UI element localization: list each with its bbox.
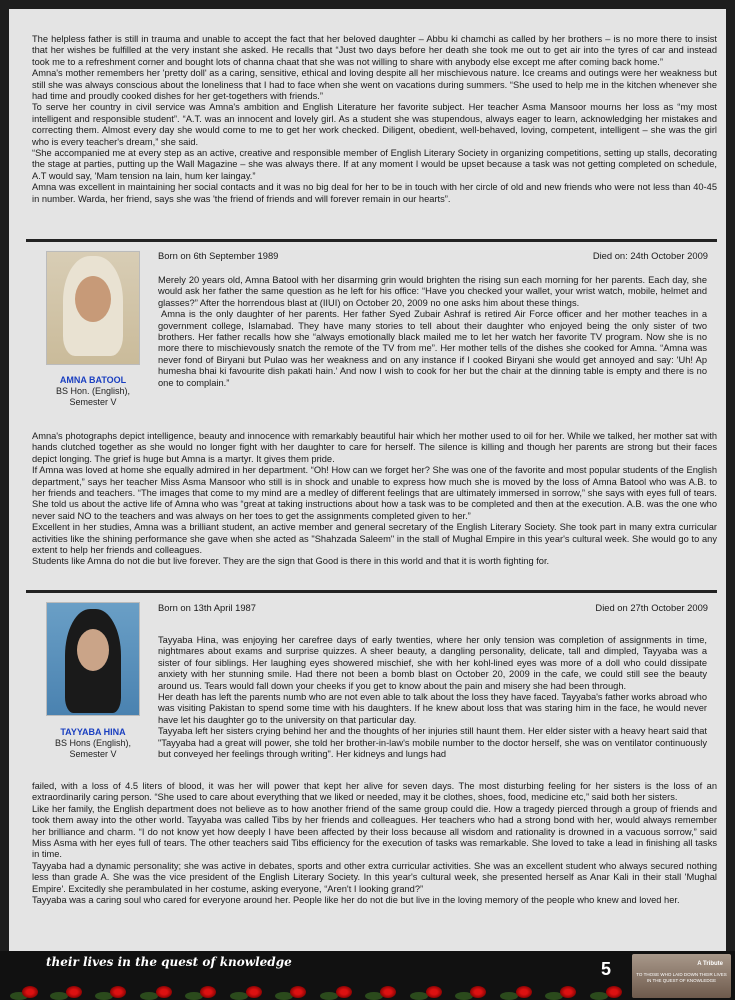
profile-dates-amna bbox=[158, 250, 708, 261]
born-date: Born on 6th September 1989 bbox=[158, 250, 279, 261]
profile-fullwidth-tayyaba bbox=[32, 781, 717, 906]
section-divider bbox=[26, 590, 717, 593]
profile-body-amna bbox=[158, 275, 707, 389]
tribute-badge bbox=[632, 954, 731, 998]
tribute-subtitle: TO THOSE WHO LAID DOWN THEIR LIVES IN THE QUEST OF KNOWLEDGE bbox=[636, 972, 727, 983]
profile-photo-amna bbox=[46, 251, 140, 365]
body-paragraph: Amna is the only daughter of her parents. Her father Syed Zubair Ashraf is retired Air Force officer and her mother teaches in a government college, Islamabad. They have many stories to tell about their daughter who enjoyed being the only sister of two brothers. Her father recalls how she “always emotionally black mailed me to let her watch her favorite TV program. Now she is no more there to mischievously snatch the remote of the TV from me”. Her mother tells of the dishes she cooked for Amna. “Amna was never fond of Biryani but Pulao was her weakness and on any instance if I cooked Biryani she would get annoyed and say: 'Uh! Ap humesha bhai ki favourite dish pakati hain.' And now I wish to cook for her but the chair at the dinning table is empty and there is no one to complain.” bbox=[158, 309, 707, 388]
body-paragraph: Like her family, the English department does not believe as to how another friend of the same group could die. How a tragedy pierced through a group of friends and took them away into the other world. Tayyaba was called Tibs by her friends and colleagues. Her teachers who had a strong bond with her, would always remember her brilliance and charm. “I do not know yet how deeply I have been affected by their loss because all wisdom and rationality is drowned in a vacuous sorrow,” said Miss Asma with her eyes full of tears. The other teachers said Tibs efficiency for the execution of tasks was remarkable. She loved to take a lead in finishing all tasks in time. bbox=[32, 803, 717, 860]
body-paragraph: Tayyaba had a dynamic personality; she was active in debates, sports and other extra curricular activities. She was an excellent student who always secured nothing less than grade A. She was the vice president of the English Literary Society. In this year's cultural week, she presented herself as Anar Kali in their stall 'Mughal Empire'. Excitedly she perambulated in her costume, asking everyone, “Aren't I looking grand?” bbox=[32, 860, 717, 894]
page-footer bbox=[0, 951, 735, 1000]
body-paragraph: Her death has left the parents numb who are not even able to talk about the loss they have faced. Tayyaba's father works abroad who was visiting Pakistan to spend some time with his daughters. If he knew about loss that was staring him in the face, he would never have let his daughter go to the university on that particular day. bbox=[158, 692, 707, 725]
face-shape bbox=[75, 276, 111, 322]
intro-paragraph: Amna's mother remembers her 'pretty doll' as a caring, sensitive, ethical and loving despite all her mischievous nature. Ice creams and outings were her weakness but still she was always conscious about the loneliness that I had to face when she went on vacations during summers. “She used to help me in the kitchen whenever she had time and proudly cooked dishes for her get-togethers with friends.” bbox=[32, 68, 717, 102]
newsletter-page bbox=[9, 9, 726, 951]
body-paragraph: If Amna was loved at home she equally admired in her department. “Oh! How can we forget her? She was one of the favorite and most popular students of the English department,” says her teacher Miss Asma Mansoor who still is in shock and unable to express how much she is moved by the loss of Amna Batool who was A.B. to her friends and teachers. “The images that come to my mind are a medley of different feelings that are ultimately immersed in sorrow,” she says with eyes full of tears. She told us about the active life of Amna who was “great at taking instructions about how a task was to be completed and then at the execution. A.B. was the one who never said NO to the teachers and was always on her toes to get the assignments completed given to her.” bbox=[32, 465, 717, 521]
body-paragraph: Tayyaba left her sisters crying behind her and the thoughts of her injuries still haunt them. Her elder sister with a heavy heart said that "Tayyaba had a great will power, she told her brother-in-law's mobile number to the doctor herself, she was on ventilator continuously but conveyed her feelings through writing". Her kidneys and lungs had bbox=[158, 726, 707, 760]
intro-paragraph: Amna was excellent in maintaining her social contacts and it was no big deal for her to be in touch with her circle of old and new friends who were not less than 40-45 in number. Warda, her friend, says she was 'the friend of friends and will forever remain in our hearts”. bbox=[32, 182, 717, 204]
intro-section bbox=[32, 34, 717, 205]
died-date: Died on: 24th October 2009 bbox=[592, 250, 708, 261]
tribute-title: A Tribute bbox=[697, 961, 723, 967]
profile-caption-tayyaba bbox=[34, 727, 152, 760]
profile-program: BS Hons (English), bbox=[54, 738, 132, 748]
profile-body-tayyaba bbox=[158, 635, 707, 760]
rose-border-decoration bbox=[0, 978, 630, 1000]
intro-paragraph: “She accompanied me at every step as an active, creative and responsible member of English Literary Society in organizing competitions, setting up stalls, decorating the stage at parties, putting up the Wall Magazine – she was always there. If at any moment I would be upset because a task was not getting completed on schedule, A.T would say, 'Mam tension na lain, hum ker laingay.” bbox=[32, 148, 717, 181]
profile-semester: Semester V bbox=[69, 397, 117, 407]
profile-program: BS Hon. (English), bbox=[55, 386, 131, 396]
intro-paragraph: To serve her country in civil service was Amna's ambition and English Literature her favorite subject. Her teacher Asma Mansoor mourns her loss as “my most intelligent and responsible student”. “A.T. was an innocent and lovely girl. As a student she was stupendous, always eager to learn, acknowledging her mistakes and correcting them. Almost every day she would come to me to get her work checked. Diligent, obedient, well-behaved, loving, competent, intelligent – she was the girl who is every teacher's dream,” she said. bbox=[32, 102, 717, 147]
section-divider bbox=[26, 239, 717, 242]
profile-semester: Semester V bbox=[69, 749, 117, 759]
body-paragraph: Merely 20 years old, Amna Batool with her disarming grin would brighten the rising sun each morning for her parents. Each day, she would ask her father the same question as he left for his office: “Have you checked your wallet, your wrist watch, mobile, helmet and glasses?” After the horrendous blast at (IIUI) on October 20, 2009 no one asks him about these things. bbox=[158, 275, 707, 308]
body-paragraph: Tayyaba was a caring soul who cared for everyone around her. People like her do not die but live in the loving memory of the people who knew and loved her. bbox=[32, 895, 680, 906]
profile-dates-tayyaba bbox=[158, 602, 708, 613]
born-date: Born on 13th April 1987 bbox=[158, 602, 256, 613]
body-paragraph: failed, with a loss of 4.5 liters of blood, it was her will power that kept her alive for seven days. The most disturbing feeling for her sisters is the loss of an extraordinarily caring person. “She used to care about everything that we liked or needed, may it be clothes, shoes, food, medicine etc,” said both her sisters. bbox=[32, 781, 717, 803]
footer-tagline: their lives in the quest of knowledge bbox=[46, 955, 292, 969]
page-number: 5 bbox=[601, 959, 612, 979]
face-shape bbox=[77, 629, 109, 671]
body-paragraph: Excellent in her studies, Amna was a brilliant student, an active member and general secretary of the English Literary Society. She took part in many extra curricular activities like the shining performance she gave when she acted as "Shahzada Saleem" in the stall of Mughal Empire in this year's cultural week. She would go to any extent to help her friends and colleagues. bbox=[32, 522, 717, 556]
profile-fullwidth-amna bbox=[32, 431, 717, 568]
intro-paragraph: The helpless father is still in trauma and unable to accept the fact that her beloved daughter – Abbu ki chamchi as called by her brothers – is no more there to insist that her wishes be fulfilled at the very instant she asked. He recalls that “Just two days before her death she took me out to get air into the tyres of car and instead took me to a refreshment corner and bought lots of channa chaat that she was not willing to share with anybody else except me after coming back home.” bbox=[32, 34, 717, 67]
profile-photo-tayyaba bbox=[46, 602, 140, 716]
body-paragraph: Students like Amna do not die but live forever. They are the sign that Good is there in this world and that it is worth fighting for. bbox=[32, 556, 550, 567]
profile-name: AMNA BATOOL bbox=[59, 375, 127, 385]
profile-caption-amna bbox=[34, 375, 152, 408]
died-date: Died on 27th October 2009 bbox=[595, 602, 708, 613]
body-paragraph: Amna's photographs depict intelligence, beauty and innocence with remarkably beautiful hair which her mother used to oil for her. While we talked, her mother sat with hands clutched together as she would no longer fight with her daughter to care for herself. The silence is killing and though her parents are strong but their faces depict longing. The grief is huge but Amna is a martyr. It gives them pride. bbox=[32, 431, 717, 464]
body-paragraph: Tayyaba Hina, was enjoying her carefree days of early twenties, where her only tension was completion of assignments in time, nightmares about exams and surprise quizzes. A sheer beauty, a dangling personality, delicate, tall and dimpled, Tayyaba was a sister of four siblings. Her laughing eyes showered mischief, she with her kohl-lined eyes was more of a doll who could dissipate anxiety with her stunning smile. Had there not been a bomb blast on October 20, 2009 in the cafe, we could still see the beauty around us. Tears would fall down your cheeks if you get to know about the pain and misery she had been through. bbox=[158, 635, 707, 691]
profile-name: TAYYABA HINA bbox=[60, 727, 126, 737]
